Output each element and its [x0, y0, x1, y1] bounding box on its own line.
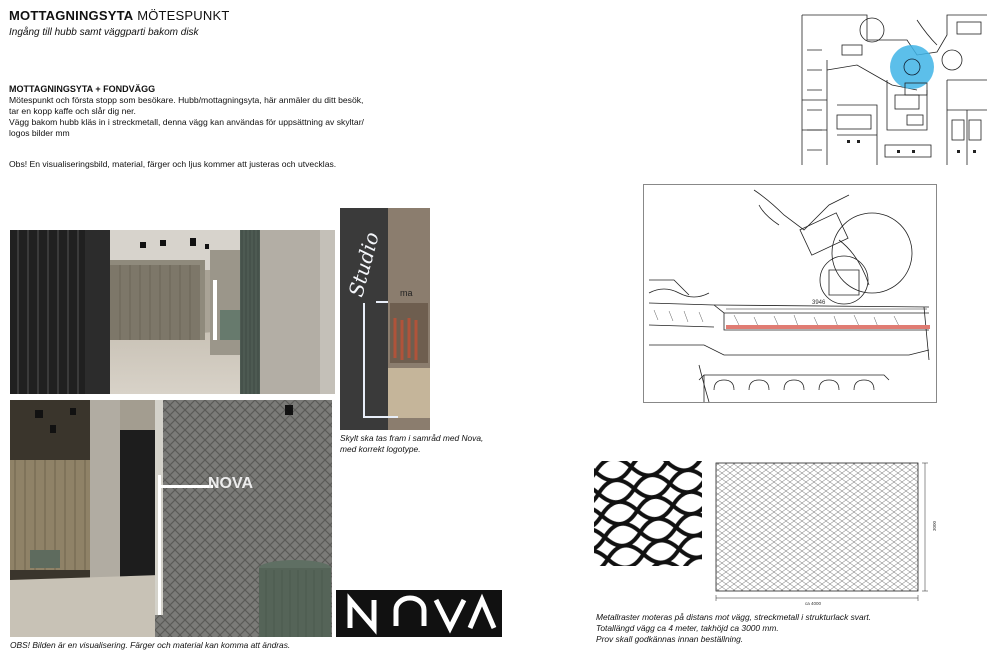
floor-plan-image	[797, 10, 990, 172]
corridor-visualisation	[10, 230, 335, 394]
shop-sign-text: ma	[400, 288, 413, 298]
nova-logo-text: NOVA	[336, 590, 339, 591]
description-line: tar en kopp kaffe och slår dig ner.	[9, 106, 136, 116]
studio-sign-photo	[340, 208, 430, 430]
page-title	[9, 8, 229, 23]
obs-note: Obs! En visualiseringsbild, material, färger och ljus kommer att justeras och utvecklas.	[9, 159, 337, 169]
nova-logo	[336, 590, 502, 637]
studio-caption	[340, 433, 483, 455]
expanded-metal-closeup	[594, 461, 702, 566]
section-description	[9, 95, 399, 139]
detail-dimension-label: 3946	[812, 300, 826, 306]
title-rest: MÖTESPUNKT	[137, 8, 230, 23]
mesh-caption-line: Metallraster moteras på distans mot vägg, streckmetall i strukturlack svart.	[596, 612, 872, 622]
page-subtitle: Ingång till hubb samt väggparti bakom disk	[9, 27, 199, 38]
mesh-caption-line: Totallängd vägg ca 4 meter, takhöjd ca 3000 mm.	[596, 623, 779, 633]
detail-drawing	[643, 184, 937, 403]
description-line: Mötespunkt och första stopp som besökare. Hubb/mottagningsyta, här anmäler du ditt besök,	[9, 95, 364, 105]
title-bold: MOTTAGNINGSYTA	[9, 8, 134, 23]
visualisation-caption: OBS! Bilden är en visualisering. Färger och material kan komma att ändras.	[10, 640, 291, 650]
description-line: Vägg bakom hubb kläs in i streckmetall, denna vägg kan användas för uppsättning av skyltar/	[9, 117, 364, 127]
studio-sign-text: Studio	[343, 229, 384, 300]
nova-wall-text: NOVA	[208, 475, 254, 492]
mesh-elevation-drawing	[710, 455, 940, 605]
description-line: logos bilder mm	[9, 128, 70, 138]
elevation-width-label: ca 4000	[805, 601, 822, 605]
studio-caption-line: Skylt ska tas fram i samråd med Nova,	[340, 433, 484, 443]
elevation-height-label: 3000	[932, 520, 937, 531]
mesh-caption-line: Prov skall godkännas innan beställning.	[596, 634, 744, 644]
nova-wall-visualisation	[10, 400, 332, 637]
mesh-caption	[596, 612, 871, 645]
studio-caption-line: med korrekt logotype.	[340, 444, 421, 454]
section-heading: MOTTAGNINGSYTA + FONDVÄGG	[9, 84, 156, 94]
